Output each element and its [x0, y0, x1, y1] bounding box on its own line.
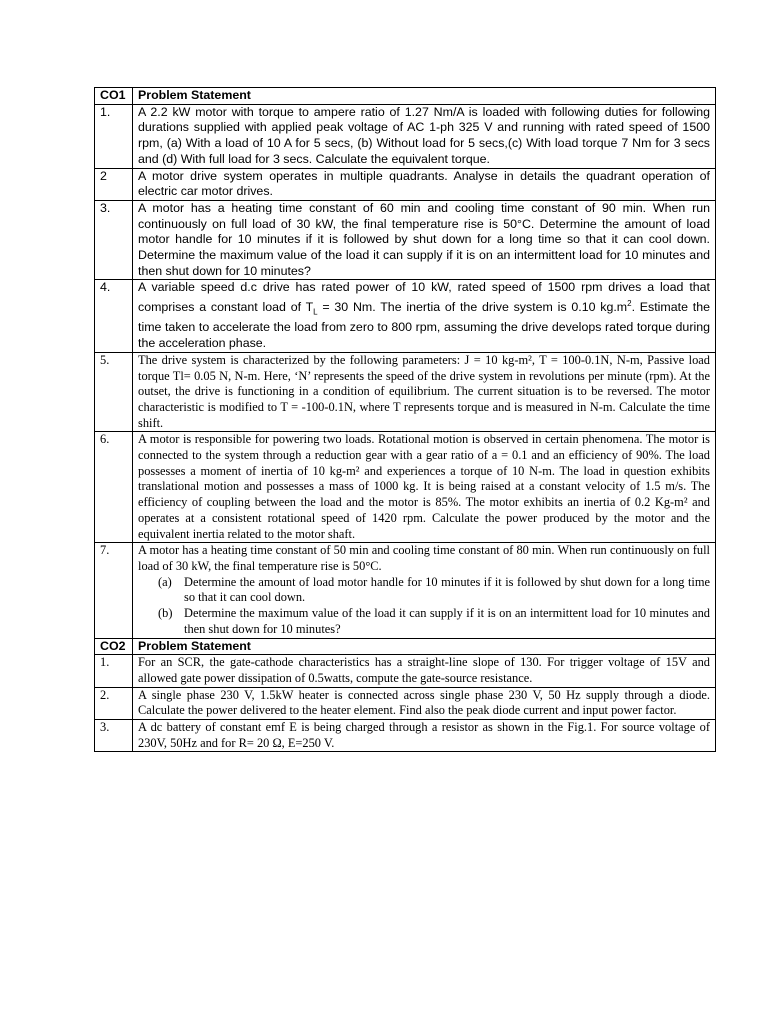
- problem-text-part: . Estimate the time taken to accelerate the load from zero to 800 rpm, assuming the drive develops rated torque during the acceleration phase.: [138, 300, 710, 351]
- problem-text: [133, 280, 716, 352]
- problem-text: A single phase 230 V, 1.5kW heater is connected across single phase 230 V, 50 Hz supply through a diode. Calculate the power delivered to the heater element. Find also the peak diode current and input power factor.: [133, 687, 716, 719]
- co1-code: CO1: [95, 88, 133, 105]
- problem-text-part: = 30 Nm. The inertia of the drive system is 0.10 kg.m: [317, 300, 628, 315]
- row-number: 6.: [95, 432, 133, 543]
- problem-text-part: A variable speed d.c drive has rated power of 10 kW, rated speed of 1500 rpm drives a load that comprises a constant load of T: [138, 280, 710, 315]
- table-row: [95, 655, 716, 687]
- table-row: [95, 352, 716, 432]
- sub-item-label: (a): [158, 574, 172, 589]
- superscript: 2: [627, 299, 632, 309]
- row-number: 2.: [95, 687, 133, 719]
- sub-item: [158, 575, 710, 606]
- co2-problem-statement-header: Problem Statement: [133, 638, 716, 655]
- sub-item-label: (b): [158, 606, 173, 621]
- row-number: 3.: [95, 720, 133, 752]
- problem-text: A 2.2 kW motor with torque to ampere ratio of 1.27 Nm/A is loaded with following duties for following durations supplied with applied peak voltage of AC 1-ph 325 V and running with rated speed of 1500 rpm, (a) With a load of 10 A for 5 secs, (b) Without load for 5 secs,(c) With load torque 7 Nm for 3 secs and (d) With full load for 3 secs. Calculate the equivalent torque.: [133, 104, 716, 168]
- problem-text: A motor has a heating time constant of 60 min and cooling time constant of 90 min. When run continuously on full load of 30 kW, the final temperature rise is 50°C. Determine the amount of load motor handle for 10 minutes if it is followed by shut down for a long time so that it can cool down. Determine the maximum value of the load it can supply if it is on an intermittent load for 10 minutes and then shut down for 10 minutes?: [133, 200, 716, 280]
- row-number: 2: [95, 168, 133, 200]
- table-row: [95, 687, 716, 719]
- problem-text: A motor is responsible for powering two loads. Rotational motion is observed in certain phenomena. The motor is connected to the system through a reduction gear with a gear ratio of a = 0.1 and an efficiency of 90%. The load possesses a moment of inertia of 10 kg-m² and experiences a torque of 10 N-m. The load in question exhibits translational motion and possesses a mass of 1000 kg. It is being raised at a constant velocity of 1.5 m/s. The efficiency of coupling between the load and the motor is 85%. The motor exhibits an inertia of 0.2 Kg-m² and operates at a consistent rotational speed of 1420 rpm. Calculate the power produced by the motor and the equivalent inertia related to the motor shaft.: [133, 432, 716, 543]
- co2-code: CO2: [95, 638, 133, 655]
- table-row: [95, 720, 716, 752]
- sub-item-text: Determine the amount of load motor handle for 10 minutes if it is followed by shut down for a long time so that it can cool down.: [184, 574, 710, 605]
- problem-cell: [133, 543, 716, 638]
- problem-text: A motor drive system operates in multiple quadrants. Analyse in details the quadrant operation of electric car motor drives.: [133, 168, 716, 200]
- subscript: L: [313, 307, 318, 317]
- table-row: [95, 280, 716, 352]
- row-number: 1.: [95, 655, 133, 687]
- table-row: [95, 543, 716, 638]
- table-row: [95, 168, 716, 200]
- problem-text: The drive system is characterized by the following parameters: J = 10 kg-m², T = 100-0.1N, N-m, Passive load torque Tl= 0.05 N, N-m. Here, ‘N’ represents the speed of the drive system in revolutions per minute (rpm). At the outset, the drive is functioning in a condition of equilibrium. The current situation is to be reversed. The motor characteristic is modified to T = -100-0.1N, where T represents torque and is measured in N-m. Calculate the time shift.: [133, 352, 716, 432]
- problem-table: [94, 87, 716, 752]
- row-number: 7.: [95, 543, 133, 638]
- table-row: [95, 432, 716, 543]
- sub-item: [158, 606, 710, 637]
- row-number: 1.: [95, 104, 133, 168]
- problem-text: A motor has a heating time constant of 50 min and cooling time constant of 80 min. When run continuously on full load of 30 kW, the final temperature rise is 50°C.: [138, 543, 710, 573]
- problem-text: A dc battery of constant emf E is being charged through a resistor as shown in the Fig.1. For source voltage of 230V, 50Hz and for R= 20 Ω, E=250 V.: [133, 720, 716, 752]
- row-number: 5.: [95, 352, 133, 432]
- table-row: [95, 200, 716, 280]
- row-number: 3.: [95, 200, 133, 280]
- co2-header-row: [95, 638, 716, 655]
- sub-item-text: Determine the maximum value of the load it can supply if it is on an intermittent load for 10 minutes and then shut down for 10 minutes?: [184, 606, 710, 636]
- co1-header-row: [95, 88, 716, 105]
- row-number: 4.: [95, 280, 133, 352]
- co1-problem-statement-header: Problem Statement: [133, 88, 716, 105]
- problem-text: For an SCR, the gate-cathode characteristics has a straight-line slope of 130. For trigger voltage of 15V and allowed gate power dissipation of 0.5watts, compute the gate-source resistance.: [133, 655, 716, 687]
- table-row: [95, 104, 716, 168]
